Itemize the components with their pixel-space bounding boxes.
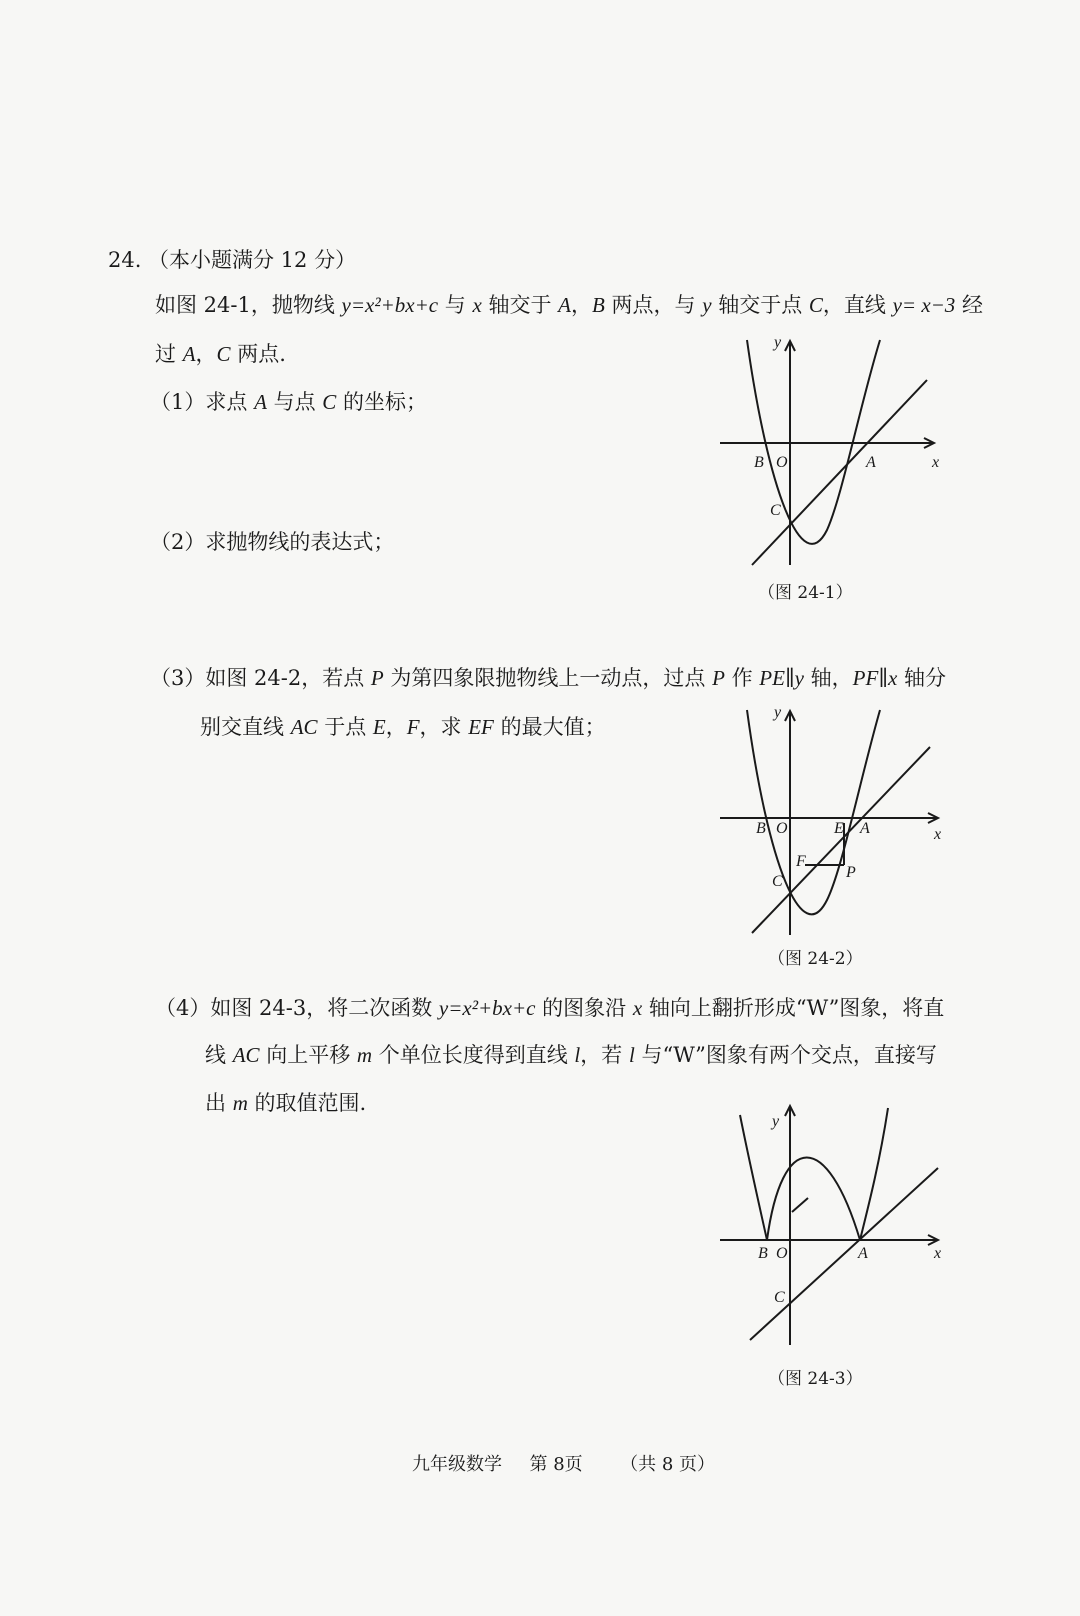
label-B: B <box>754 454 764 471</box>
label-B: B <box>756 820 766 837</box>
question-header: （本小题满分 12 分） <box>148 248 357 272</box>
w-left-branch <box>740 1115 767 1240</box>
label-A: A <box>858 1245 868 1262</box>
footer-subject: 九年级数学 <box>412 1454 502 1475</box>
label-A: A <box>866 454 876 471</box>
parabola <box>747 340 880 544</box>
intro-line-1: 如图 24-1，抛物线 y=x²+bx+c 与 x 轴交于 A，B 两点，与 y 轴交于点 C，直线 y= x−3 经 <box>155 293 983 317</box>
shifted-line-sample <box>792 1198 808 1212</box>
label-C: C <box>774 1289 785 1306</box>
figure-24-3-caption: （图 24-3） <box>768 1369 863 1389</box>
page-footer <box>412 1450 715 1476</box>
label-F: F <box>796 853 806 870</box>
part-4-line-1: （4）如图 24-3，将二次函数 y=x²+bx+c 的图象沿 x 轴向上翻折形成“W”图象，将直 <box>155 996 945 1020</box>
footer-page: 第 8页 <box>529 1454 583 1475</box>
label-O: O <box>776 454 788 471</box>
label-y: y <box>774 705 782 721</box>
label-B: B <box>758 1245 768 1262</box>
label-x: x <box>934 826 942 843</box>
figure-24-1-caption: （图 24-1） <box>758 583 853 603</box>
intro-line-2: 过 A，C 两点. <box>155 342 286 366</box>
part-3-line-2: 别交直线 AC 于点 E，F，求 EF 的最大值； <box>200 715 606 739</box>
parabola <box>747 710 880 914</box>
label-C: C <box>772 873 783 890</box>
line-ac <box>752 747 930 933</box>
label-x: x <box>932 454 940 471</box>
part-4-line-3: 出 m 的取值范围. <box>205 1091 367 1115</box>
footer-total: （共 8 页） <box>620 1454 716 1475</box>
label-P: P <box>846 864 856 881</box>
part-2: （2）求抛物线的表达式； <box>150 530 395 554</box>
label-A: A <box>860 820 870 837</box>
label-E: E <box>834 820 844 837</box>
figure-24-3 <box>712 1100 952 1350</box>
part-4-line-2: 线 AC 向上平移 m 个单位长度得到直线 l，若 l 与“W”图象有两个交点，直接写 <box>205 1043 937 1067</box>
figure-24-2-caption: （图 24-2） <box>768 949 863 969</box>
w-right-branch <box>860 1108 888 1240</box>
w-middle-arch <box>767 1158 860 1241</box>
label-C: C <box>770 502 781 519</box>
label-O: O <box>776 1245 788 1262</box>
question-number: 24. <box>108 248 142 272</box>
part-3-line-1: （3）如图 24-2，若点 P 为第四象限抛物线上一动点，过点 P 作 PE∥y 轴，PF∥x 轴分 <box>150 666 947 690</box>
part-1: （1）求点 A 与点 C 的坐标； <box>150 390 427 414</box>
label-y: y <box>774 335 782 351</box>
label-y: y <box>772 1113 780 1130</box>
label-x: x <box>934 1245 942 1262</box>
label-O: O <box>776 820 788 837</box>
figure-24-2 <box>712 705 952 945</box>
line-ac <box>752 380 927 565</box>
figure-24-1 <box>712 335 952 575</box>
